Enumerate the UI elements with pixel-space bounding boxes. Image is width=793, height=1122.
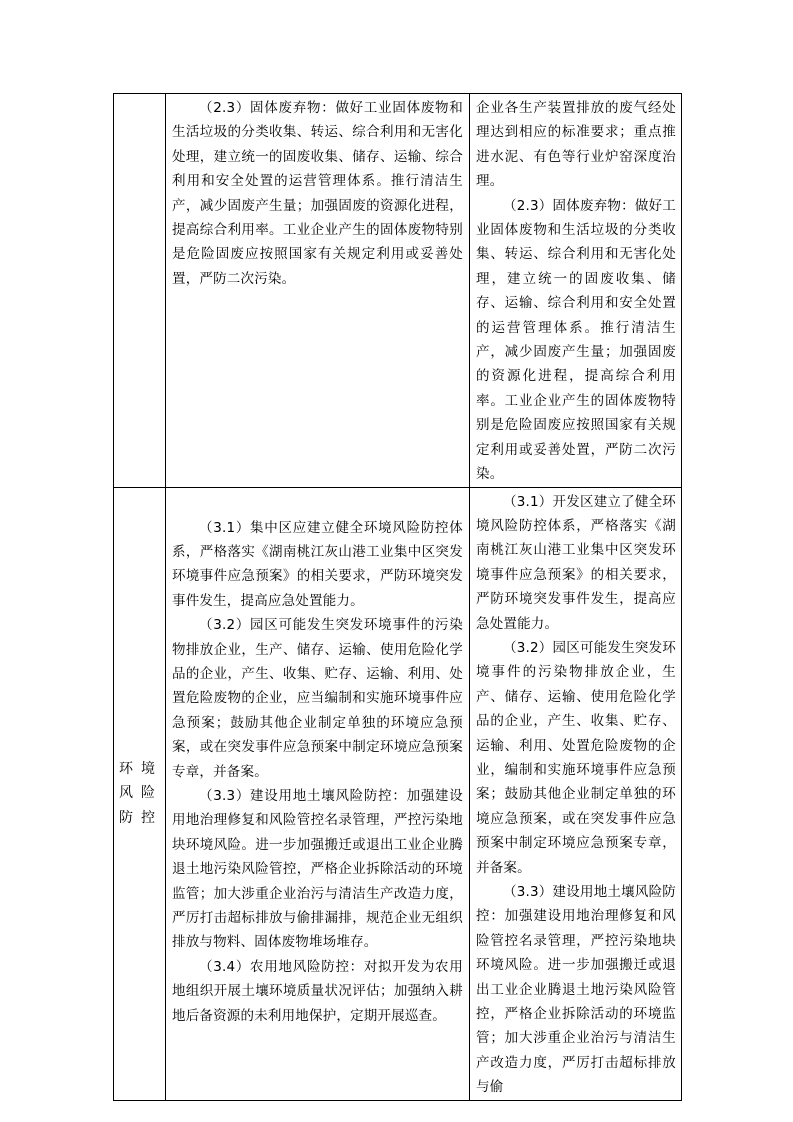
requirement-paragraph: （3.2）园区可能发生突发环境事件的污染物排放企业，生产、储存、运输、使用危险化学品的企业，产生、收集、贮存、运输、利用、处置危险废物的企业，应当编制和实施环境事件应急预案；鼓励其他企业制定单独的环境应急预案，或在突发事件应急预案中制定环境应急预案专章，并备案。 <box>172 617 463 780</box>
implementation-paragraph: （3.1）开发区建立了健全环境风险防控体系，严格落实《湖南桃江灰山港工业集中区突发环境事件应急预案》的相关要求，严防环境突发事件发生，提高应急处置能力。 <box>476 493 676 632</box>
implementation-cell <box>470 94 682 488</box>
table-row-solid-waste <box>114 94 682 488</box>
implementation-paragraph: （3.2）园区可能发生突发环境事件的污染物排放企业，生产、储存、运输、使用危险化学品的企业，产生、收集、贮存、运输、利用、处置危险废物的企业，编制和实施环境事件应急预案；鼓励其他企业制定单独的环境应急预案，或在突发事件应急预案中制定环境应急预案专章，并备案。 <box>476 639 676 876</box>
requirement-cell <box>166 487 470 1100</box>
row-label-cell <box>114 94 166 488</box>
implementation-cell <box>470 487 682 1100</box>
implementation-paragraph: （2.3）固体废弃物：做好工业固体废物和生活垃圾的分类收集、转运、综合利用和无害化处理，建立统一的固废收集、储存、运输、综合利用和安全处置的运营管理体系。推行清洁生产，减少固废产生量；加强固废的资源化进程，提高综合利用率。工业企业产生的固体废物特别是危险固废应按照国家有关规定利用或妥善处置，严防二次污染。 <box>476 197 676 483</box>
document-table <box>113 93 682 1101</box>
table-row-environmental-risk <box>114 487 682 1100</box>
row-label-cell <box>114 487 166 1100</box>
row-label: 环境风险防控 <box>119 760 163 826</box>
requirement-paragraph: （3.3）建设用地土壤风险防控：加强建设用地治理修复和风险管控名录管理，严控污染地块环境风险。进一步加强搬迁或退出工业企业腾退土地污染风险管控，严格企业拆除活动的环境监管；加大涉重企业治污与清洁生产改造力度，严厉打击超标排放与偷排漏排，规范企业无组织排放与物料、固体废物堆场堆存。 <box>172 787 463 951</box>
implementation-paragraph: （3.3）建设用地土壤风险防控：加强建设用地治理修复和风险管控名录管理，严控污染地块环境风险。进一步加强搬迁或退出工业企业腾退土地污染风险管控，严格企业拆除活动的环境监管；加大涉重企业治污与清洁生产改造力度，严厉打击超标排放与偷 <box>476 884 676 1096</box>
requirement-paragraph: （2.3）固体废弃物：做好工业固体废物和生活垃圾的分类收集、转运、综合利用和无害化处理，建立统一的固废收集、储存、运输、综合利用和安全处置的运营管理体系。推行清洁生产，减少固废产生量；加强固废的资源化进程，提高综合利用率。工业企业产生的固体废物特别是危险固废应按照国家有关规定利用或妥善处置，严防二次污染。 <box>172 100 463 287</box>
requirement-cell <box>166 94 470 488</box>
implementation-paragraph: 企业各生产装置排放的废气经处理达到相应的标准要求；重点推进水泥、有色等行业炉窑深度治理。 <box>476 100 676 190</box>
requirement-paragraph: （3.1）集中区应建立健全环境风险防控体系，严格落实《湖南桃江灰山港工业集中区突发环境事件应急预案》的相关要求，严防环境突发事件发生，提高应急处置能力。 <box>172 519 463 609</box>
requirement-paragraph: （3.4）农用地风险防控：对拟开发为农用地组织开展土壤环境质量状况评估；加强纳入耕地后备资源的未利用地保护，定期开展巡查。 <box>172 958 463 1024</box>
